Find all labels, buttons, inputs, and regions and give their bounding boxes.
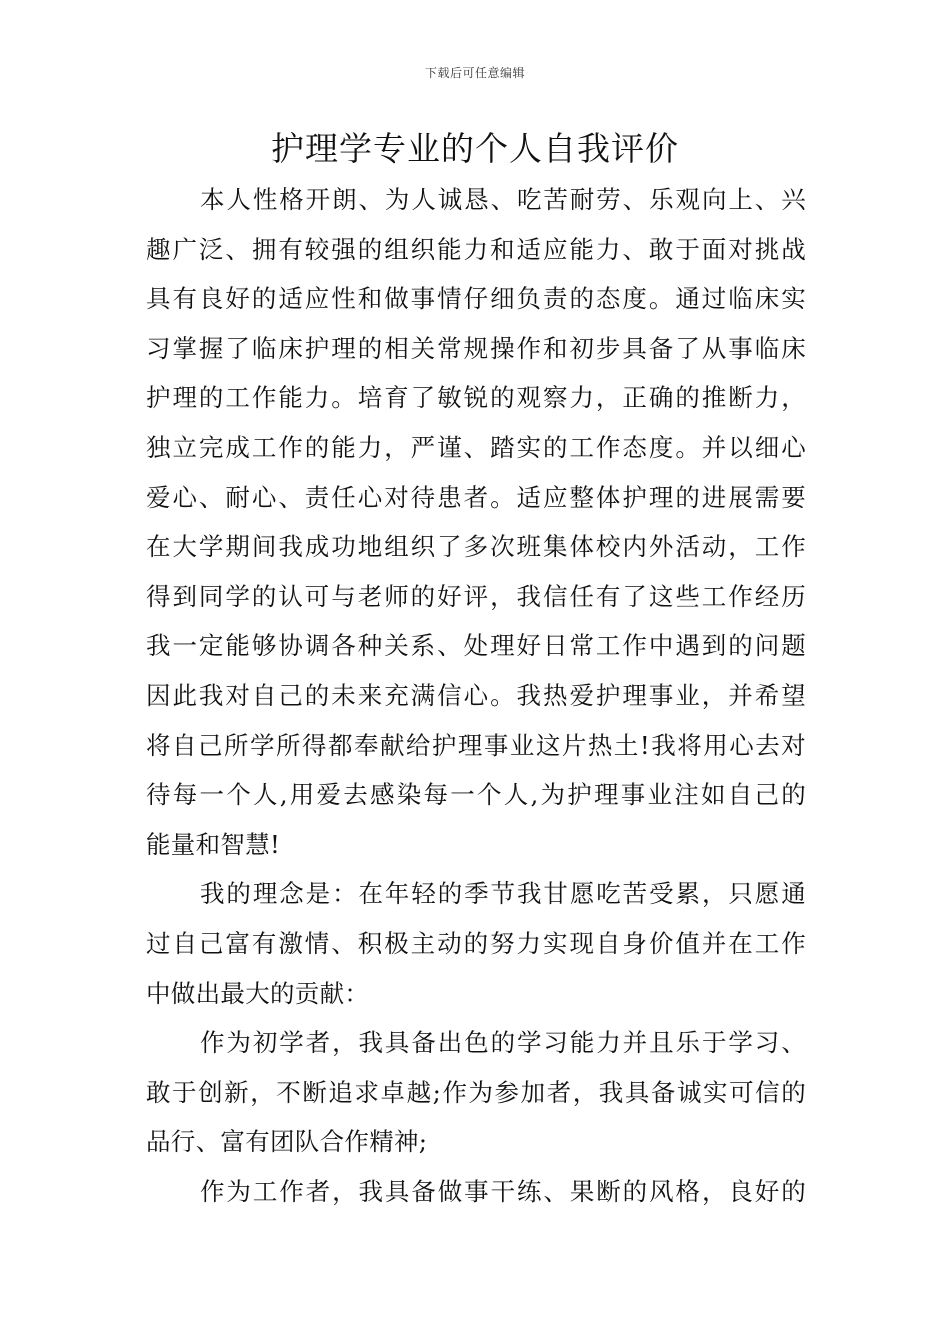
paragraph-line: 中做出最大的贡献：	[146, 978, 370, 1008]
paragraph-line: 作为工作者，我具备做事干练、果断的风格，良好的	[200, 1176, 806, 1206]
document-title: 护理学专业的个人自我评价	[271, 129, 679, 168]
paragraph-line: 作为初学者，我具备出色的学习能力并且乐于学习、	[200, 1028, 806, 1058]
paragraph-line: 将自己所学所得都奉献给护理事业这片热土!我将用心去对	[146, 730, 806, 760]
paragraph-line: 得到同学的认可与老师的好评，我信任有了这些工作经历	[146, 581, 806, 611]
paragraph-line: 敢于创新，不断追求卓越;作为参加者，我具备诚实可信的	[146, 1077, 806, 1107]
paragraph-line: 独立完成工作的能力，严谨、踏实的工作态度。并以细心	[146, 432, 806, 462]
paragraph-line: 品行、富有团队合作精神;	[146, 1127, 428, 1157]
paragraph-line: 具有良好的适应性和做事情仔细负责的态度。通过临床实	[146, 284, 806, 314]
paragraph-line: 爱心、耐心、责任心对待患者。适应整体护理的进展需要	[146, 482, 806, 512]
paragraph-line: 我一定能够协调各种关系、处理好日常工作中遇到的问题	[146, 631, 806, 661]
paragraph-line: 趣广泛、拥有较强的组织能力和适应能力、敢于面对挑战	[146, 234, 806, 264]
paragraph-line: 能量和智慧!	[146, 829, 281, 859]
paragraph-line: 在大学期间我成功地组织了多次班集体校内外活动，工作	[146, 532, 806, 562]
header-note: 下载后可任意编辑	[424, 66, 525, 80]
paragraph-line: 待每一个人,用爱去感染每一个人,为护理事业注如自己的	[146, 780, 806, 810]
paragraph-line: 护理的工作能力。培育了敏锐的观察力，正确的推断力，	[146, 383, 806, 413]
paragraph-line: 过自己富有激情、积极主动的努力实现自身价值并在工作	[146, 928, 806, 958]
document-body	[146, 175, 806, 1216]
paragraph-line: 我的理念是：在年轻的季节我甘愿吃苦受累，只愿通	[200, 879, 806, 909]
paragraph-line: 习掌握了临床护理的相关常规操作和初步具备了从事临床	[146, 333, 806, 363]
paragraph-line: 本人性格开朗、为人诚恳、吃苦耐劳、乐观向上、兴	[200, 185, 806, 214]
paragraph-line: 因此我对自己的未来充满信心。我热爱护理事业，并希望	[146, 680, 806, 710]
